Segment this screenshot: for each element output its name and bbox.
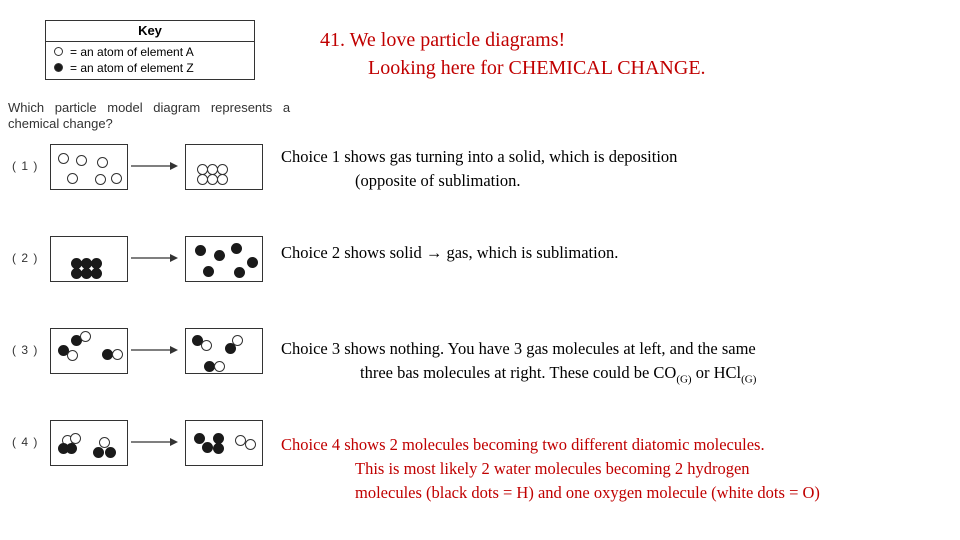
atom-a: [67, 173, 78, 184]
choice-1-line1: Choice 1 shows gas turning into a solid, which is deposition: [281, 147, 678, 166]
choice-2-text: [281, 241, 618, 265]
atom-a: [232, 335, 243, 346]
atom-a: [95, 174, 106, 185]
atom-a: [111, 173, 122, 184]
choice-4-line1: Choice 4 shows 2 molecules becoming two different diatomic molecules.: [281, 435, 765, 454]
question-text: [8, 100, 300, 132]
atom-a: [76, 155, 87, 166]
option-3-before-diagram: [50, 328, 128, 374]
question-line1: Which particle model diagram represents a: [8, 100, 291, 115]
atom-a: [214, 361, 225, 372]
choice-2-line1: Choice 2 shows solid → gas, which is sublimation.: [281, 243, 619, 262]
atom-z: [247, 257, 258, 268]
reaction-arrow-icon: [130, 435, 178, 449]
atom-a: [58, 153, 69, 164]
key-row-a-label: = an atom of element A: [70, 45, 194, 59]
phase-subscript: (G): [741, 373, 757, 386]
key-box: [45, 20, 255, 80]
atom-z: [91, 268, 102, 279]
choice-3-line2: [281, 361, 756, 391]
choice-3-line2-text: three bas molecules at right. These could be CO: [360, 363, 677, 382]
atom-a: [245, 439, 256, 450]
key-row-z: [70, 61, 194, 75]
atom-z: [203, 266, 214, 277]
atom-a: [217, 174, 228, 185]
choice-3-text: [281, 337, 756, 391]
key-row-a: [70, 45, 194, 59]
atom-z: [58, 443, 69, 454]
reaction-arrow-icon: [130, 159, 178, 173]
atom-a: [97, 157, 108, 168]
heading-line1: 41. We love particle diagrams!: [320, 29, 566, 51]
atom-z: [202, 442, 213, 453]
atom-z: [213, 443, 224, 454]
choice-1-line2: (opposite of sublimation.: [355, 171, 521, 190]
choice-4-line3: molecules (black dots = H) and one oxygen molecule (white dots = O): [355, 483, 820, 502]
atom-z: [93, 447, 104, 458]
heading-line2: Looking here for CHEMICAL CHANGE.: [368, 57, 706, 79]
option-1-after-diagram: [185, 144, 263, 190]
choice-1-text: [281, 145, 677, 193]
option-2-before-diagram: [50, 236, 128, 282]
reaction-arrow-icon: [130, 343, 178, 357]
option-2-label: ( 2 ): [12, 251, 39, 265]
option-4-after-diagram: [185, 420, 263, 466]
atom-a: [67, 350, 78, 361]
white-atom-icon: [54, 47, 63, 56]
choice-3-line1: Choice 3 shows nothing. You have 3 gas molecules at left, and the same: [281, 339, 756, 358]
atom-z: [195, 245, 206, 256]
choice-4-line2: This is most likely 2 water molecules becoming 2 hydrogen: [355, 459, 750, 478]
phase-subscript: (G): [676, 373, 692, 386]
atom-z: [105, 447, 116, 458]
black-atom-icon: [54, 63, 63, 72]
option-3-label: ( 3 ): [12, 343, 39, 357]
atom-a: [201, 340, 212, 351]
atom-z: [234, 267, 245, 278]
option-2-after-diagram: [185, 236, 263, 282]
atom-z: [214, 250, 225, 261]
atom-z: [231, 243, 242, 254]
option-3-after-diagram: [185, 328, 263, 374]
atom-a: [80, 331, 91, 342]
choice-4-text: [281, 433, 820, 505]
atom-a: [112, 349, 123, 360]
option-1-before-diagram: [50, 144, 128, 190]
key-title: Key: [46, 21, 254, 42]
option-1-label: ( 1 ): [12, 159, 39, 173]
key-row-z-label: = an atom of element Z: [70, 61, 194, 75]
question-line2: chemical change?: [8, 116, 113, 131]
choice-3-line2-mid: or HCl: [691, 363, 742, 382]
option-4-before-diagram: [50, 420, 128, 466]
reaction-arrow-icon: [130, 251, 178, 265]
option-4-label: ( 4 ): [12, 435, 39, 449]
